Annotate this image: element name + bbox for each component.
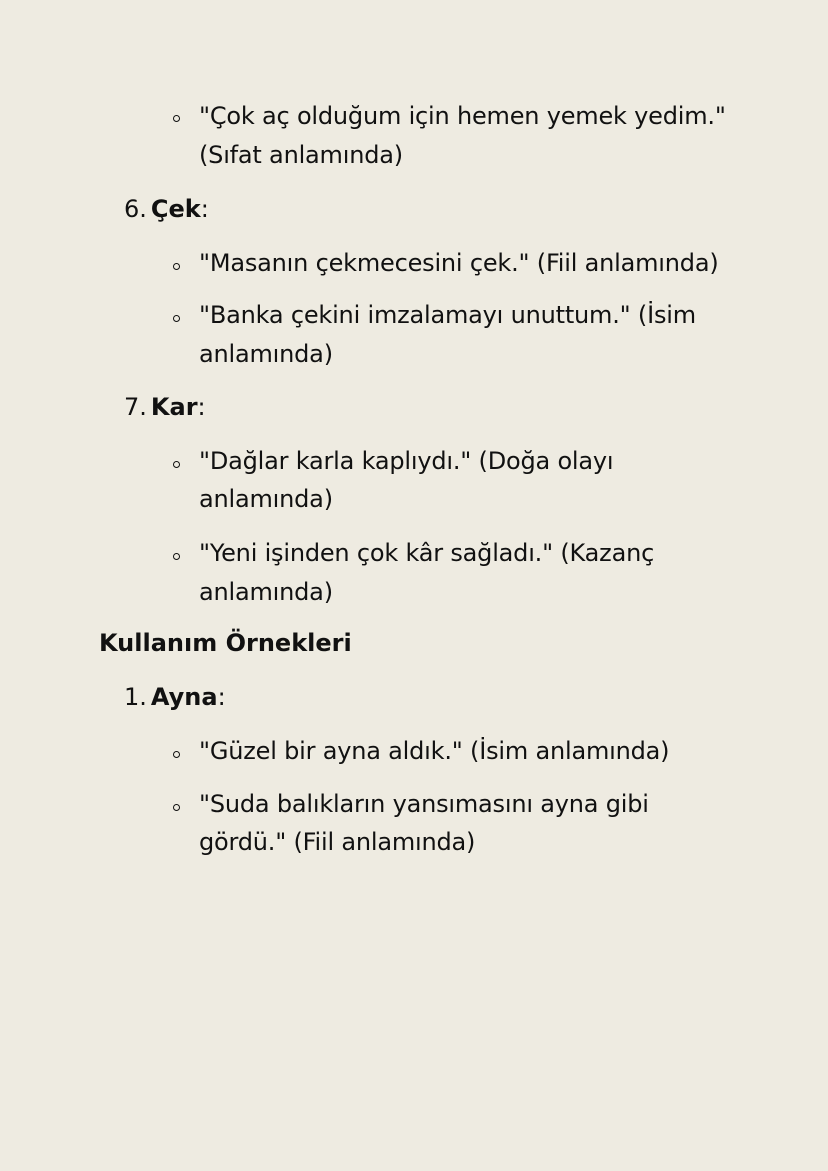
numbered-item-kar [124,392,206,422]
example-sentence-line: "Banka çekini imzalamayı unuttum." (İsim [199,301,696,329]
example-sentence-line: anlamında) [199,340,333,368]
section-heading: Kullanım Örnekleri [99,629,352,657]
example-sentence-line: "Güzel bir ayna aldık." (İsim anlamında) [199,737,670,765]
numbered-item-ayna [124,682,226,712]
item-number: 6. [124,195,147,223]
item-term: Ayna [150,683,218,711]
bullet-marker [173,751,180,758]
bullet-marker [173,461,180,468]
numbered-item-cek [124,194,209,224]
item-term: Çek [150,195,201,223]
bullet-marker [173,115,180,122]
item-colon: : [200,195,209,223]
item-colon: : [217,683,226,711]
bullet-marker [173,315,180,322]
example-sentence-line: "Suda balıkların yansımasını ayna gibi [199,790,649,818]
item-colon: : [197,393,206,421]
example-sentence-line: anlamında) [199,485,333,513]
item-term: Kar [150,393,198,421]
example-sentence-line: "Dağlar karla kaplıydı." (Doğa olayı [199,447,614,475]
example-sentence-line: "Yeni işinden çok kâr sağladı." (Kazanç [199,539,655,567]
example-sentence-line: "Çok aç olduğum için hemen yemek yedim." [199,102,726,130]
bullet-marker [173,804,180,811]
example-sentence-line: (Sıfat anlamında) [199,141,403,169]
bullet-marker [173,553,180,560]
bullet-marker [173,263,180,270]
example-sentence-line: gördü." (Fiil anlamında) [199,828,476,856]
item-number: 1. [124,683,147,711]
example-sentence-line: anlamında) [199,578,333,606]
item-number: 7. [124,393,147,421]
example-sentence-line: "Masanın çekmecesini çek." (Fiil anlamında) [199,249,719,277]
